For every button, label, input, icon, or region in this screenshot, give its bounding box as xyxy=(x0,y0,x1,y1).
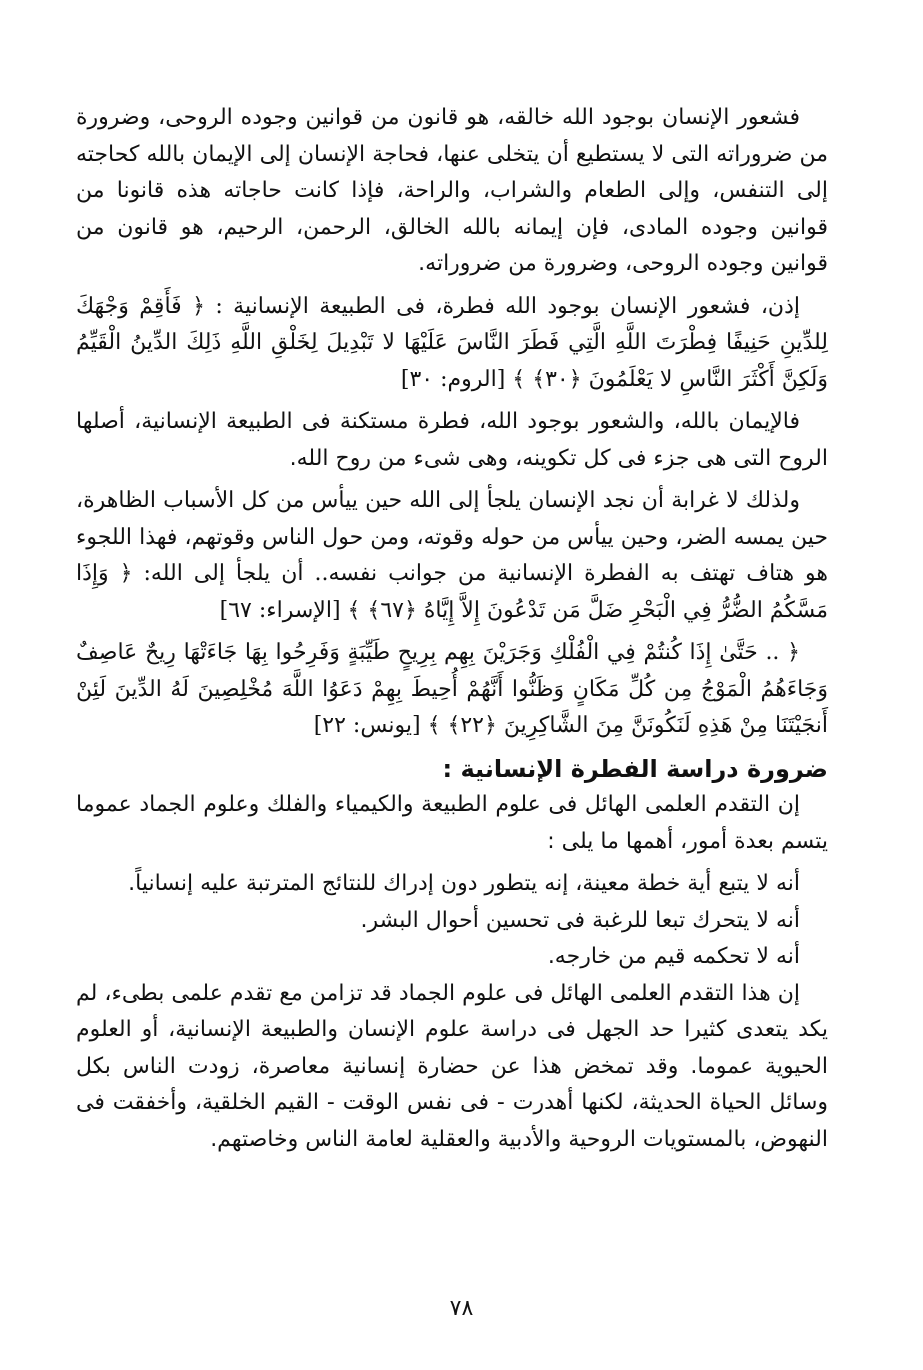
paragraph-5-quran-yunus: ﴿ .. حَتَّىٰ إِذَا كُنتُمْ فِي الْفُلْكِ وَجَرَيْنَ بِهِم بِرِيحٍ طَيِّبَةٍ وَفَرِحُوا بِهَا جَاءَتْهَا رِيحٌ عَاصِفٌ وَجَاءَهُمُ الْمَوْجُ مِن كُلِّ مَكَانٍ وَظَنُّوا أَنَّهُمْ أُحِيطَ بِهِمْ دَعَوُا اللَّهَ مُخْلِصِينَ لَهُ الدِّينَ لَئِنْ أَنجَيْتَنَا مِنْ هَذِهِ لَنَكُونَنَّ مِنَ الشَّاكِرِينَ ﴿٢٢﴾ ﴾ [يونس: ٢٢] xyxy=(76,640,828,738)
paragraph-7: إن هذا التقدم العلمى الهائل فى علوم الجماد قد تزامن مع تقدم علمى بطىء، لم يكد يتعدى كثيرا حد الجهل فى دراسة علوم الإنسان والطبيعة الإنسانية، أو العلوم الحيوية عموما. وقد تمخض هذا عن حضارة إنسانية معاصرة، زودت الناس بكل وسائل الحياة الحديثة، لكنها أهدرت - فى نفس الوقت - القيم الخلقية، وأخفقت فى النهوض، بالمستويات الروحية والأدبية والعقلية لعامة الناس وخاصتهم. xyxy=(76,980,828,1152)
paragraph-1: فشعور الإنسان بوجود الله خالقه، هو قانون من قوانين وجوده الروحى، وضرورة من ضروراته التى لا يستطيع أن يتخلى عنها، فحاجة الإنسان إلى الإيمان بالله كحاجته إلى التنفس، وإلى الطعام والشراب، والراحة، فإذا كانت حاجاته هذه قانونا من قوانين وجوده المادى، فإن إيمانه بالله الخالق، الرحمن، الرحيم، هو قانون من قوانين وجوده الروحى، وضرورة من ضروراته. xyxy=(76,105,828,276)
paragraph-2-quran-rum: إذن، فشعور الإنسان بوجود الله فطرة، فى الطبيعة الإنسانية : ﴿ فَأَقِمْ وَجْهَكَ لِلدِّينِ حَنِيفًا فِطْرَتَ اللَّهِ الَّتِي فَطَرَ النَّاسَ عَلَيْهَا لا تَبْدِيلَ لِخَلْقِ اللَّهِ ذَلِكَ الدِّينُ الْقَيِّمُ وَلَكِنَّ أَكْثَرَ النَّاسِ لا يَعْلَمُونَ ﴿٣٠﴾ ﴾ [الروم: ٣٠] xyxy=(76,293,828,392)
list-item: أنه لا يتحرك تبعا للرغبة فى تحسين أحوال البشر. xyxy=(360,907,800,933)
section-heading: ضرورة دراسة الفطرة الإنسانية : xyxy=(442,754,828,783)
page-number: ٧٨ xyxy=(449,1296,474,1321)
list-item: أنه لا تحكمه قيم من خارجه. xyxy=(547,944,800,969)
page-body xyxy=(76,100,828,1164)
paragraph-3: فالإيمان بالله، والشعور بوجود الله، فطرة مستكنة فى الطبيعة الإنسانية، أصلها الروح التى هى جزء فى كل تكوينه، وهى شىء من روح الله. xyxy=(76,409,828,471)
paragraph-6: إن التقدم العلمى الهائل فى علوم الطبيعة والكيمياء والفلك وعلوم الجماد عموما يتسم بعدة أمور، أهمها ما يلى : xyxy=(76,792,828,854)
list-item: أنه لا يتبع أية خطة معينة، إنه يتطور دون إدراك للنتائج المترتبة عليه إنسانياً. xyxy=(128,871,800,896)
paragraph-4-quran-isra: ولذلك لا غرابة أن نجد الإنسان يلجأ إلى الله حين ييأس من كل الأسباب الظاهرة، حين يمسه الضر، وحين ييأس من حوله وقوته، ومن حول الناس وقوتهم، فهذا اللجوء هو هتاف تهتف به الفطرة الإنسانية من جوانب نفسه.. أن يلجأ إلى الله: ﴿ وَإِذَا مَسَّكُمُ الضُّرُّ فِي الْبَحْرِ ضَلَّ مَن تَدْعُونَ إِلاَّ إِيَّاهُ ﴿٦٧﴾ ﴾ [الإسراء: ٦٧] xyxy=(76,488,828,623)
